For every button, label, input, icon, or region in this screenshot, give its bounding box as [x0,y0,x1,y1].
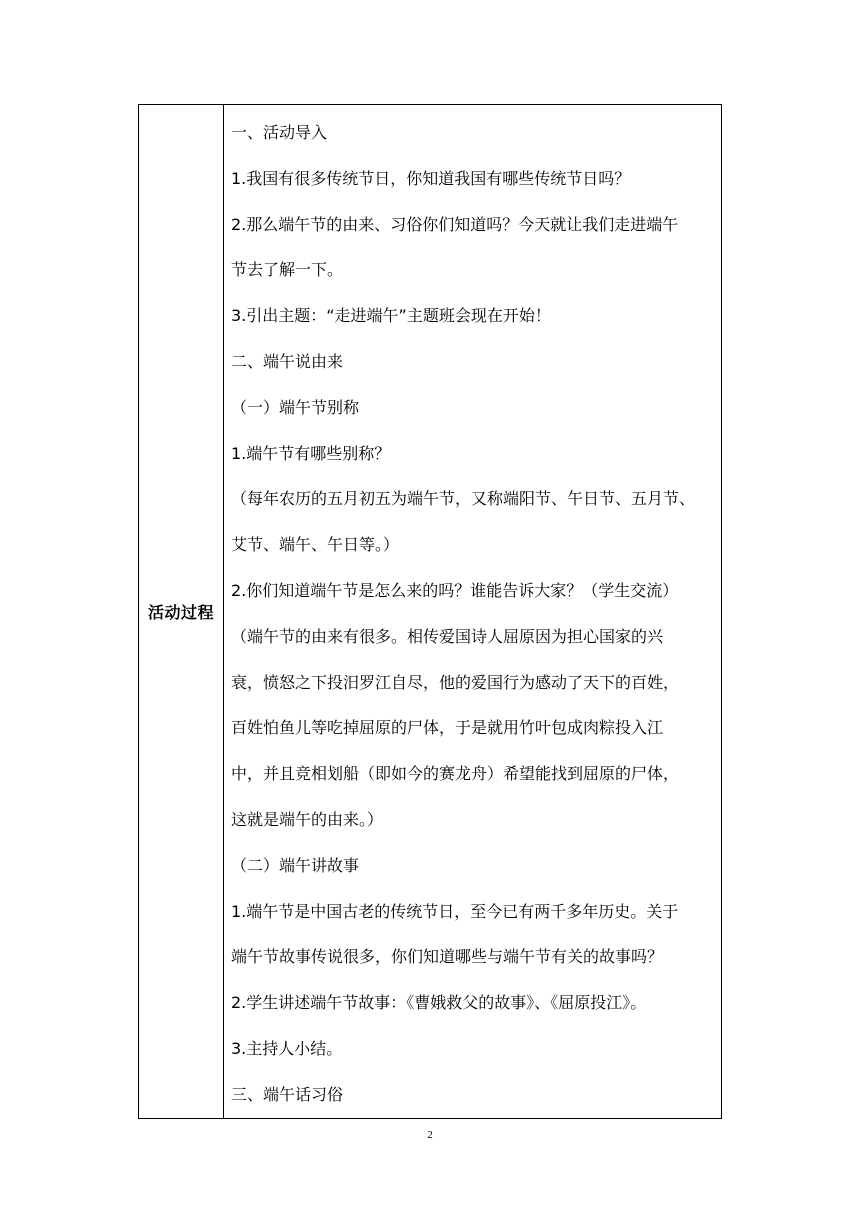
text-line: 2.那么端午节的由来、习俗你们知道吗？今天就让我们走进端午 [231,214,679,234]
table-row [139,105,722,1119]
content-cell [224,105,722,1119]
text-line: 这就是端午的由来。） [231,809,384,829]
text-line: 三、端午话习俗 [231,1084,344,1104]
activity-table [138,104,722,1119]
text-line: 2.你们知道端午节是怎么来的吗？谁能告诉大家？（学生交流） [231,580,679,600]
text-line: 3.引出主题：“走进端午”主题班会现在开始！ [231,306,551,326]
text-line: 端午节故事传说很多，你们知道哪些与端午节有关的故事吗？ [231,947,664,967]
text-line: （二）端午讲故事 [231,855,360,875]
text-line: 2.学生讲述端午节故事：《曹娥救父的故事》、《屈原投江》。 [231,993,647,1013]
text-line: （每年农历的五月初五为端午节，又称端阳节、午日节、五月节、 [231,489,696,509]
text-line: 衰，愤怒之下投汨罗江自尽，他的爱国行为感动了天下的百姓， [231,672,680,692]
text-line: 中，并且竞相划船（即如今的赛龙舟）希望能找到屈原的尸体， [231,764,680,784]
text-line: 艾节、端午、午日等。） [231,535,400,555]
text-line: （一）端午节别称 [231,397,360,417]
text-line: 1.我国有很多传统节日，你知道我国有哪些传统节日吗？ [231,168,631,188]
text-line: 1.端午节是中国古老的传统节日，至今已有两千多年历史。关于 [231,901,679,921]
page-number: 2 [427,1129,433,1141]
text-line: 1.端午节有哪些别称？ [231,443,391,463]
text-line: （端午节的由来有很多。相传爱国诗人屈原因为担心国家的兴 [231,626,664,646]
text-line: 一、活动导入 [231,123,328,142]
text-line: 二、端午说由来 [231,351,344,371]
row-label-cell [139,105,224,1119]
text-line: 节去了解一下。 [231,260,344,280]
text-line: 百姓怕鱼儿等吃掉屈原的尸体，于是就用竹叶包成肉粽投入江 [231,718,664,738]
text-line: 3.主持人小结。 [231,1038,343,1058]
row-label: 活动过程 [147,602,214,622]
